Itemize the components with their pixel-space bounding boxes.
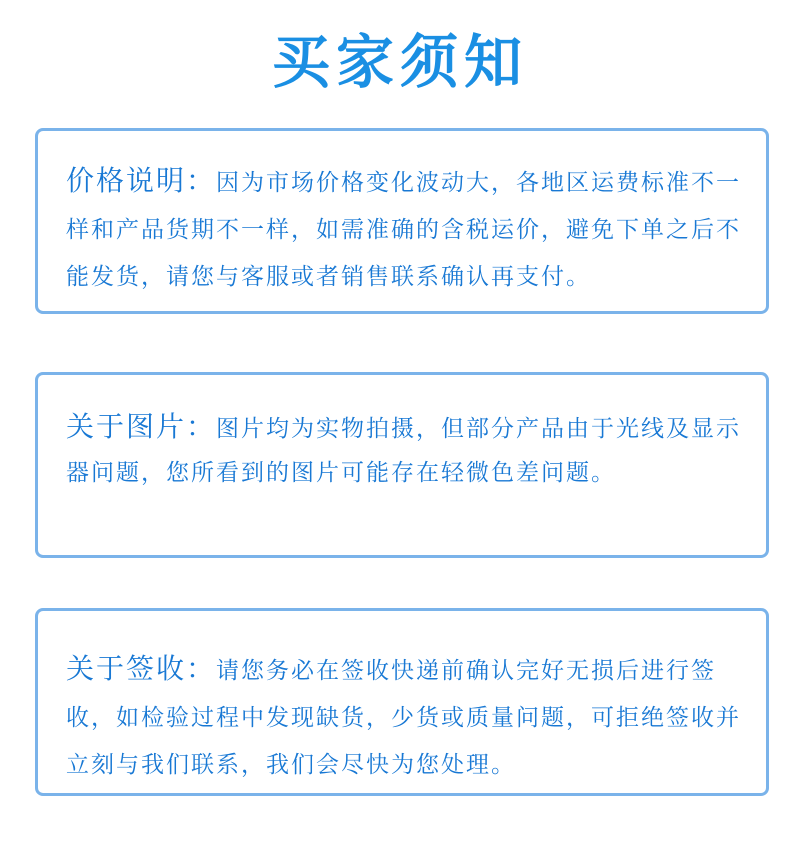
price-notice-heading: 价格说明： (66, 164, 217, 197)
image-notice-body: 图片均为实物拍摄，但部分产品由于光线及显示器问题，您所看到的图片可能存在轻微色差问题。 (66, 416, 742, 486)
receipt-notice-heading: 关于签收： (66, 652, 217, 685)
price-notice-text (66, 157, 746, 301)
price-notice-card (35, 128, 769, 314)
page-title: 买家须知 (271, 28, 528, 96)
price-notice-body: 因为市场价格变化波动大，各地区运费标准不一样和产品货期不一样，如需准确的含税运价，避免下单之后不能发货，请您与客服或者销售联系确认再支付。 (66, 170, 742, 290)
receipt-notice-text (66, 645, 746, 789)
receipt-notice-body: 请您务必在签收快递前确认完好无损后进行签收，如检验过程中发现缺货，少货或质量问题，可拒绝签收并立刻与我们联系，我们会尽快为您处理。 (66, 658, 741, 778)
image-notice-card (35, 372, 769, 558)
image-notice-heading: 关于图片： (66, 410, 217, 443)
receipt-notice-card (35, 608, 769, 796)
image-notice-text (66, 405, 746, 495)
